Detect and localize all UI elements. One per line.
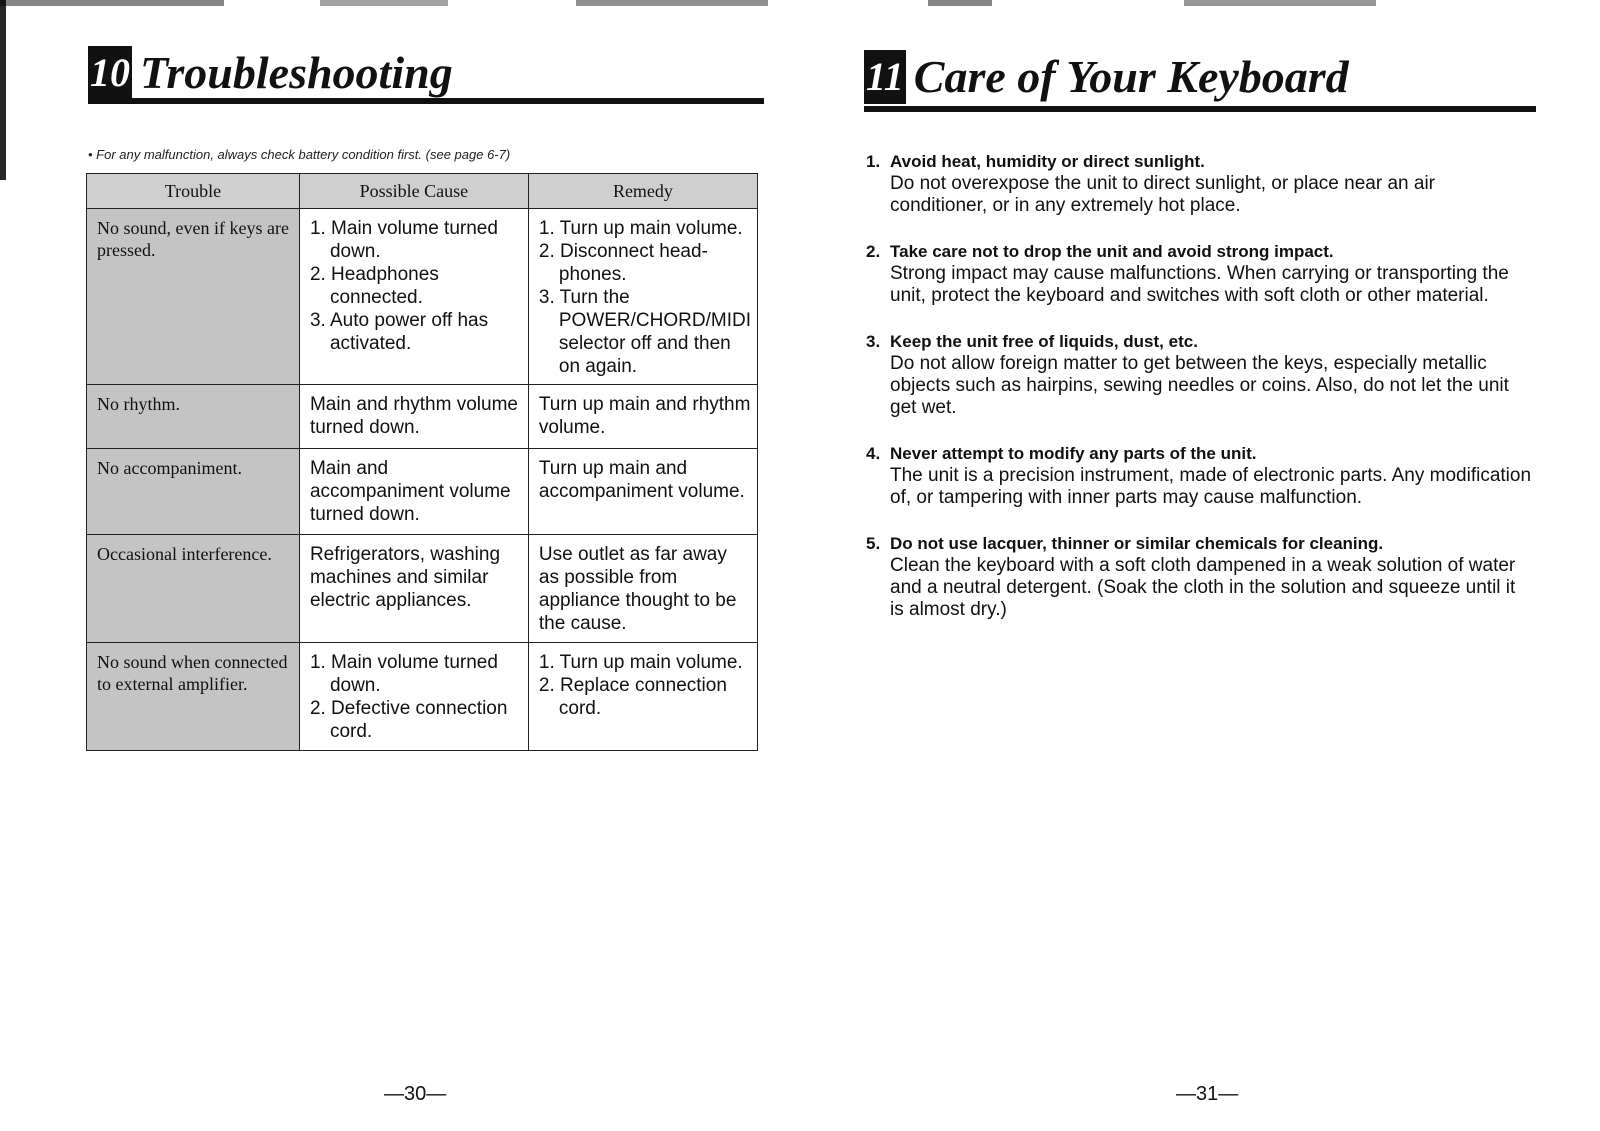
heading-rule bbox=[864, 106, 1536, 112]
remedy-cell: Turn up main and accompaniment volume. bbox=[528, 449, 757, 535]
list-item bbox=[866, 241, 1534, 307]
remedy-cell: Turn up main and rhythm volume. bbox=[528, 385, 757, 449]
item-text: Clean the keyboard with a soft cloth dampened in a weak solution of water and a neutral detergent. (Soak the cloth in the solution and squeeze until it is almost dry.) bbox=[890, 555, 1516, 620]
column-header-possible-cause: Possible Cause bbox=[299, 174, 528, 209]
remedy-cell bbox=[528, 643, 757, 751]
trouble-cell: No rhythm. bbox=[87, 385, 300, 449]
care-heading bbox=[864, 50, 1349, 104]
table-row bbox=[87, 535, 758, 643]
column-header-remedy: Remedy bbox=[528, 174, 757, 209]
trouble-cell: No sound, even if keys are pressed. bbox=[87, 209, 300, 385]
cause-cell: Main and accompaniment volume turned down. bbox=[299, 449, 528, 535]
battery-note: • For any malfunction, always check battery condition first. (see page 6-7) bbox=[88, 147, 511, 162]
trouble-cell: No accompaniment. bbox=[87, 449, 300, 535]
item-number: 4. bbox=[866, 444, 881, 463]
section-title: Troubleshooting bbox=[140, 47, 453, 98]
table-row bbox=[87, 643, 758, 751]
section-title: Care of Your Keyboard bbox=[913, 51, 1349, 102]
cause-cell bbox=[299, 643, 528, 751]
list-item: 3. Auto power off has activated. bbox=[309, 310, 489, 354]
list-item bbox=[866, 331, 1534, 419]
item-heading: Avoid heat, humidity or direct sunlight. bbox=[890, 152, 1205, 171]
cause-cell bbox=[299, 209, 528, 385]
table-row bbox=[87, 449, 758, 535]
heading-rule bbox=[88, 98, 764, 104]
cause-cell: Main and rhythm volume turned down. bbox=[299, 385, 528, 449]
section-number-badge: 11 bbox=[864, 50, 906, 104]
trouble-cell: Occasional interference. bbox=[87, 535, 300, 643]
item-number: 3. bbox=[866, 332, 881, 351]
list-item: 1. Turn up main volume. bbox=[538, 218, 743, 239]
item-number: 1. bbox=[866, 152, 881, 171]
table-header-row bbox=[87, 174, 758, 209]
list-item: 2. Headphones connected. bbox=[309, 264, 439, 308]
item-text: Do not overexpose the unit to direct sunlight, or place near an air conditioner, or in any extremely hot place. bbox=[890, 173, 1435, 216]
item-heading: Keep the unit free of liquids, dust, etc. bbox=[890, 332, 1198, 351]
list-item bbox=[866, 533, 1534, 621]
section-number-badge: 10 bbox=[88, 46, 132, 100]
item-text: The unit is a precision instrument, made of electronic parts. Any modification of, or tampering with inner parts may cause malfunction. bbox=[890, 465, 1532, 508]
list-item: 1. Main volume turned down. bbox=[309, 218, 498, 262]
list-item: 1. Turn up main volume. bbox=[538, 652, 743, 673]
cause-cell: Refrigerators, washing machines and similar electric appliances. bbox=[299, 535, 528, 643]
page-number: —31— bbox=[1176, 1083, 1239, 1105]
remedy-cell bbox=[528, 209, 757, 385]
list-item bbox=[866, 151, 1534, 217]
table-row bbox=[87, 209, 758, 385]
care-list bbox=[866, 151, 1534, 645]
page-number: —30— bbox=[384, 1083, 447, 1105]
trouble-cell: No sound when connected to external amplifier. bbox=[87, 643, 300, 751]
column-header-trouble: Trouble bbox=[87, 174, 300, 209]
item-text: Do not allow foreign matter to get between the keys, especially metallic objects such as hairpins, sewing needles or coins. Also, do not let the unit get wet. bbox=[890, 353, 1509, 418]
item-number: 5. bbox=[866, 534, 881, 553]
item-heading: Do not use lacquer, thinner or similar chemicals for cleaning. bbox=[890, 534, 1384, 553]
table-row bbox=[87, 385, 758, 449]
list-item: 2. Defective connection cord. bbox=[309, 698, 508, 742]
list-item: 2. Replace connection cord. bbox=[538, 675, 727, 719]
list-item: 1. Main volume turned down. bbox=[309, 652, 498, 696]
item-heading: Take care not to drop the unit and avoid strong impact. bbox=[890, 242, 1334, 261]
list-item: 3. Turn the POWER/CHORD/MIDI selector off and then on again. bbox=[538, 287, 751, 377]
troubleshooting-heading bbox=[88, 46, 453, 100]
item-heading: Never attempt to modify any parts of the unit. bbox=[890, 444, 1257, 463]
list-item bbox=[866, 443, 1534, 509]
item-text: Strong impact may cause malfunctions. When carrying or transporting the unit, protect the keyboard and switches with soft cloth or other material. bbox=[890, 263, 1509, 306]
list-item: 2. Disconnect head-phones. bbox=[538, 241, 708, 285]
remedy-cell: Use outlet as far away as possible from appliance thought to be the cause. bbox=[528, 535, 757, 643]
item-number: 2. bbox=[866, 242, 881, 261]
troubleshooting-table bbox=[86, 173, 758, 751]
